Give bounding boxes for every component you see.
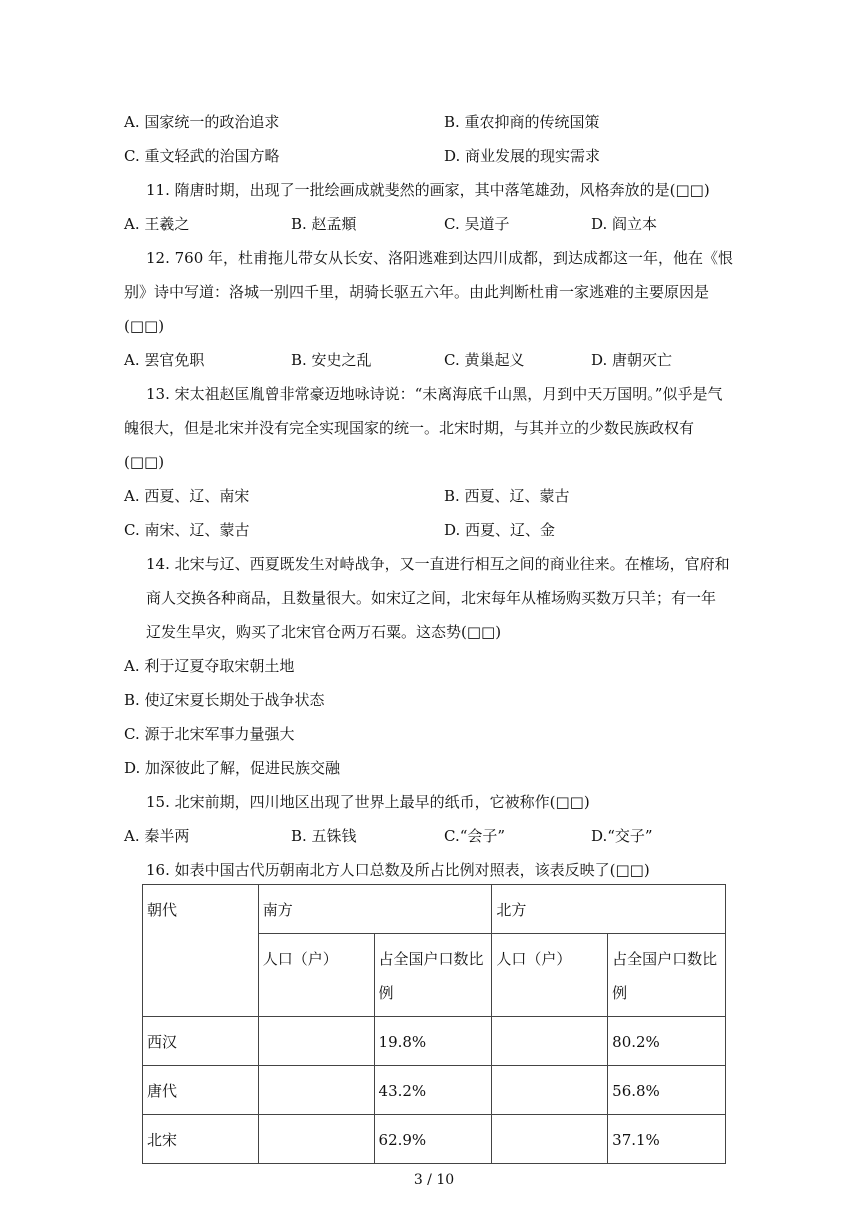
header-south-ratio <box>374 934 492 1017</box>
row-north-ratio: 80.2% <box>608 1017 726 1066</box>
row-north-population <box>492 1017 608 1066</box>
row-south-ratio: 19.8% <box>374 1017 492 1066</box>
row-south-population <box>258 1115 374 1164</box>
row-south-ratio: 43.2% <box>374 1066 492 1115</box>
q12-option-d: D. 唐朝灭亡 <box>591 351 673 369</box>
q11-stem: 11. 隋唐时期，出现了一批绘画成就斐然的画家，其中落笔雄劲，风格奔放的是(□□) <box>146 181 710 199</box>
q14-stem-line1: 14. 北宋与辽、西夏既发生对峙战争，又一直进行相互之间的商业往来。在榷场，官府和 <box>146 555 730 573</box>
q12-stem-line1: 12. 760 年，杜甫拖儿带女从长安、洛阳逃难到达四川成都，到达成都这一年，他在《恨 <box>146 249 734 267</box>
row-north-ratio: 56.8% <box>608 1066 726 1115</box>
row-dynasty: 北宋 <box>143 1115 259 1164</box>
header-north-population: 人口（户） <box>492 934 608 1017</box>
header-dynasty: 朝代 <box>143 885 259 1017</box>
q15-stem: 15. 北宋前期，四川地区出现了世界上最早的纸币，它被称作(□□) <box>146 793 590 811</box>
q13-stem-line1: 13. 宋太祖赵匡胤曾非常豪迈地咏诗说：“未离海底千山黑，月到中天万国明。”似乎是气 <box>146 385 723 403</box>
q16-stem: 16. 如表中国古代历朝南北方人口总数及所占比例对照表，该表反映了(□□) <box>146 861 650 879</box>
table-row <box>143 1017 726 1066</box>
header-south-population: 人口（户） <box>258 934 374 1017</box>
row-north-population <box>492 1115 608 1164</box>
table-header-row <box>143 885 726 934</box>
q13-option-c: C. 南宋、辽、蒙古 <box>124 521 250 539</box>
header-north-ratio <box>608 934 726 1017</box>
row-dynasty: 西汉 <box>143 1017 259 1066</box>
page-number: 3 / 10 <box>413 1172 455 1188</box>
row-north-population <box>492 1066 608 1115</box>
q10-option-d: D. 商业发展的现实需求 <box>444 147 601 165</box>
header-south-ratio-line1: 占全国户口数比 <box>378 950 484 968</box>
q11-option-b: B. 赵孟頫 <box>291 215 357 233</box>
table-row <box>143 1115 726 1164</box>
row-south-ratio: 62.9% <box>374 1115 492 1164</box>
q13-option-b: B. 西夏、辽、蒙古 <box>444 487 570 505</box>
q14-stem-line2: 商人交换各种商品，且数量很大。如宋辽之间，北宋每年从榷场购买数万只羊；有一年 <box>146 589 717 607</box>
q13-stem-line2: 魄很大，但是北宋并没有完全实现国家的统一。北宋时期，与其并立的少数民族政权有 <box>124 419 695 437</box>
row-dynasty: 唐代 <box>143 1066 259 1115</box>
q10-option-c: C. 重文轻武的治国方略 <box>124 147 280 165</box>
q12-stem-line2: 别》诗中写道：洛城一别四千里，胡骑长驱五六年。由此判断杜甫一家逃难的主要原因是 <box>124 283 710 301</box>
q13-stem-line3: (□□) <box>124 453 165 471</box>
q14-option-b: B. 使辽宋夏长期处于战争状态 <box>124 691 325 709</box>
row-south-population <box>258 1017 374 1066</box>
q10-option-a: A. 国家统一的政治追求 <box>124 113 280 131</box>
q12-stem-line3: (□□) <box>124 317 165 335</box>
q12-option-b: B. 安史之乱 <box>291 351 372 369</box>
q11-option-a: A. 王羲之 <box>124 215 190 233</box>
population-table <box>142 884 726 1164</box>
header-north: 北方 <box>492 885 726 934</box>
table-row <box>143 1066 726 1115</box>
q13-option-d: D. 西夏、辽、金 <box>444 521 556 539</box>
q12-option-a: A. 罢官免职 <box>124 351 205 369</box>
q10-option-b: B. 重农抑商的传统国策 <box>444 113 600 131</box>
row-south-population <box>258 1066 374 1115</box>
q15-option-b: B. 五铢钱 <box>291 827 357 845</box>
q13-option-a: A. 西夏、辽、南宋 <box>124 487 250 505</box>
q15-option-c: C.“会子” <box>444 827 506 845</box>
q12-option-c: C. 黄巢起义 <box>444 351 525 369</box>
q15-option-a: A. 秦半两 <box>124 827 190 845</box>
q14-option-d: D. 加深彼此了解，促进民族交融 <box>124 759 341 777</box>
q11-option-d: D. 阎立本 <box>591 215 658 233</box>
header-south-ratio-line2: 例 <box>378 984 394 1002</box>
header-north-ratio-line1: 占全国户口数比 <box>612 950 718 968</box>
header-north-ratio-line2: 例 <box>612 984 628 1002</box>
q11-option-c: C. 吴道子 <box>444 215 510 233</box>
q14-option-c: C. 源于北宋军事力量强大 <box>124 725 295 743</box>
q14-stem-line3: 辽发生旱灾，购买了北宋官仓两万石粟。这态势(□□) <box>146 623 502 641</box>
header-south: 南方 <box>258 885 492 934</box>
q15-option-d: D.“交子” <box>591 827 653 845</box>
q14-option-a: A. 利于辽夏夺取宋朝土地 <box>124 657 295 675</box>
row-north-ratio: 37.1% <box>608 1115 726 1164</box>
